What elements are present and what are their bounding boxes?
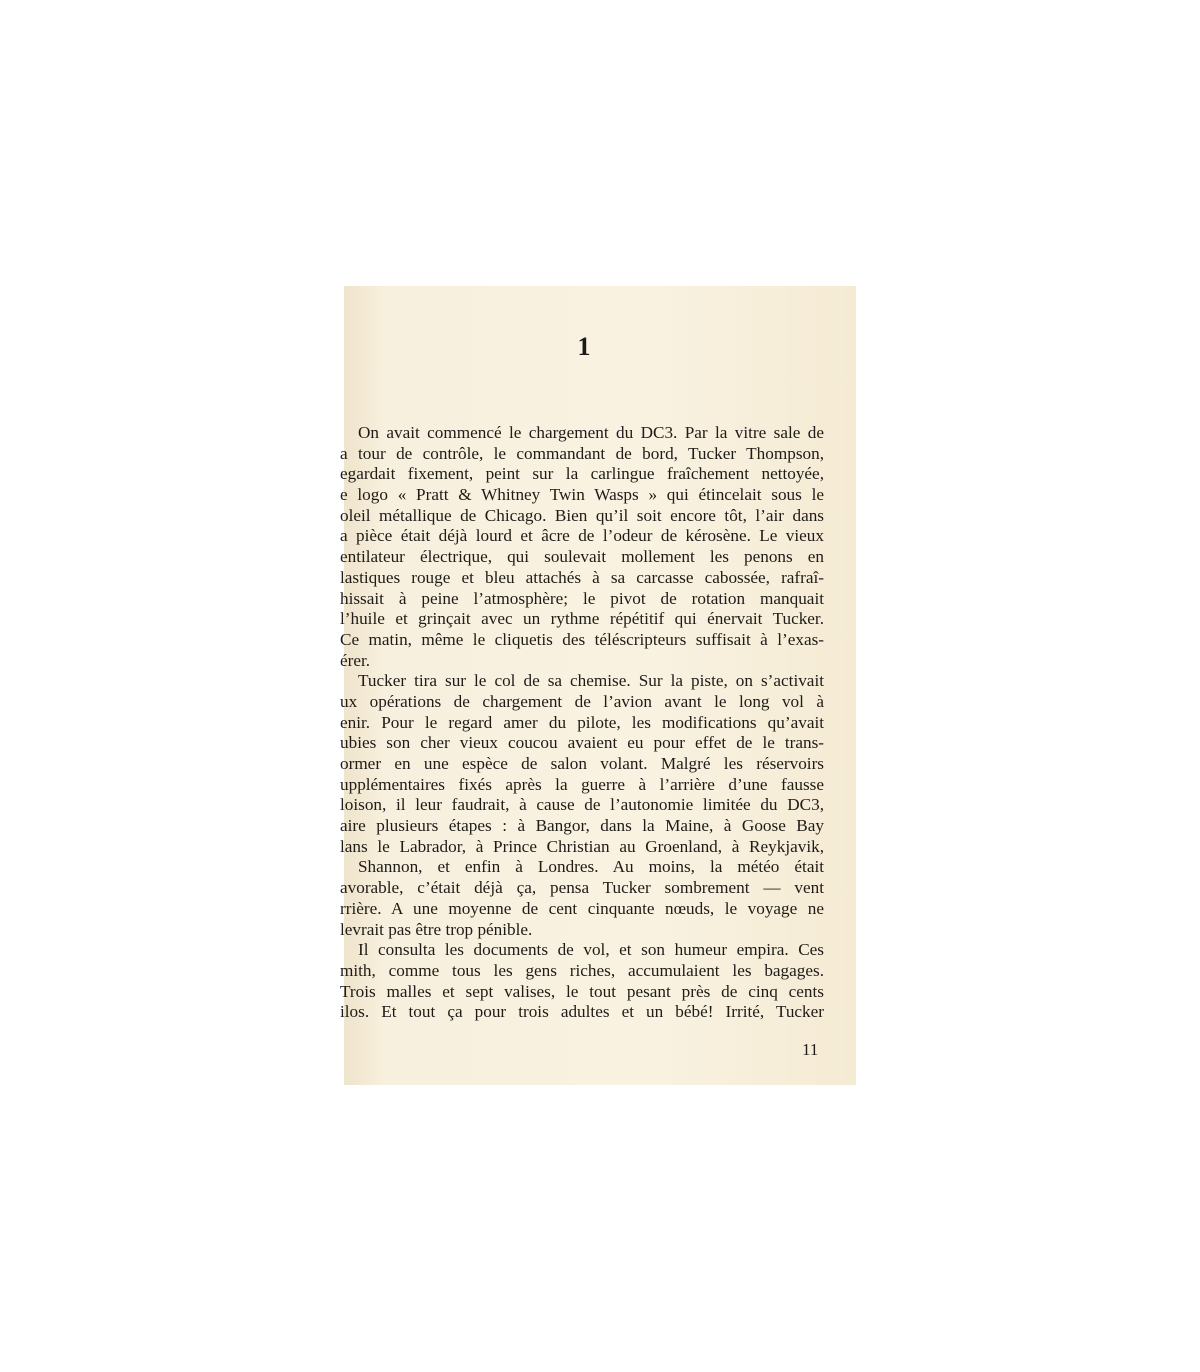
body-text: [340, 423, 824, 1023]
text-line: egardait fixement, peint sur la carlingue fraîchement nettoyée,: [340, 464, 824, 484]
text-line: rrière. A une moyenne de cent cinquante nœuds, le voyage ne: [340, 898, 824, 918]
text-line: entilateur électrique, qui soulevait mollement les penons en: [340, 547, 824, 567]
text-line: lans le Labrador, à Prince Christian au Groenland, à Reykjavik,: [340, 836, 824, 856]
text-line: l’huile et grinçait avec un rythme répétitif qui énervait Tucker.: [340, 609, 824, 629]
text-line: Tucker tira sur le col de sa chemise. Sur la piste, on s’activait: [358, 671, 824, 691]
text-line: hissait à peine l’atmosphère; le pivot de rotation manquait: [340, 588, 824, 608]
text-line: ormer en une espèce de salon volant. Malgré les réservoirs: [340, 754, 824, 773]
page-number: 11: [802, 1040, 819, 1059]
text-line: lastiques rouge et bleu attachés à sa carcasse cabossée, rafraî-: [340, 567, 824, 587]
text-line: e logo « Pratt & Whitney Twin Wasps » qui étincelait sous le: [340, 485, 824, 505]
text-line: Shannon, et enfin à Londres. Au moins, la météo était: [358, 857, 824, 877]
text-line: avorable, c’était déjà ça, pensa Tucker sombrement — vent: [340, 878, 824, 898]
text-line: enir. Pour le regard amer du pilote, les modifications qu’avait: [340, 712, 824, 732]
chapter-number: 1: [577, 332, 591, 361]
text-line: a tour de contrôle, le commandant de bord, Tucker Thompson,: [340, 443, 824, 463]
book-page: [340, 286, 856, 1085]
text-line: a pièce était déjà lourd et âcre de l’odeur de kérosène. Le vieux: [340, 526, 824, 546]
text-line: ux opérations de chargement de l’avion avant le long vol à: [340, 691, 824, 711]
text-line: upplémentaires fixés après la guerre à l’arrière d’une fausse: [340, 774, 824, 794]
text-line: aire plusieurs étapes : à Bangor, dans la Maine, à Goose Bay: [340, 816, 824, 836]
text-line: On avait commencé le chargement du DC3. Par la vitre sale de: [358, 423, 824, 442]
text-line: mith, comme tous les gens riches, accumulaient les bagages.: [340, 960, 824, 980]
text-line: levrait pas être trop pénible.: [340, 919, 533, 939]
text-line: oleil métallique de Chicago. Bien qu’il soit encore tôt, l’air dans: [340, 505, 824, 525]
text-line: Ce matin, même le cliquetis des téléscripteurs suffisait à l’exas-: [340, 629, 824, 649]
text-line: érer.: [340, 650, 371, 670]
text-line: Il consulta les documents de vol, et son humeur empira. Ces: [358, 940, 824, 960]
text-line: loison, il leur faudrait, à cause de l’autonomie limitée du DC3,: [340, 795, 824, 815]
text-line: Trois malles et sept valises, le tout pesant près de cinq cents: [340, 981, 824, 1001]
text-line: ilos. Et tout ça pour trois adultes et un bébé! Irrité, Tucker: [340, 1002, 824, 1022]
text-line: ubies son cher vieux coucou avaient eu pour effet de le trans-: [340, 733, 824, 753]
